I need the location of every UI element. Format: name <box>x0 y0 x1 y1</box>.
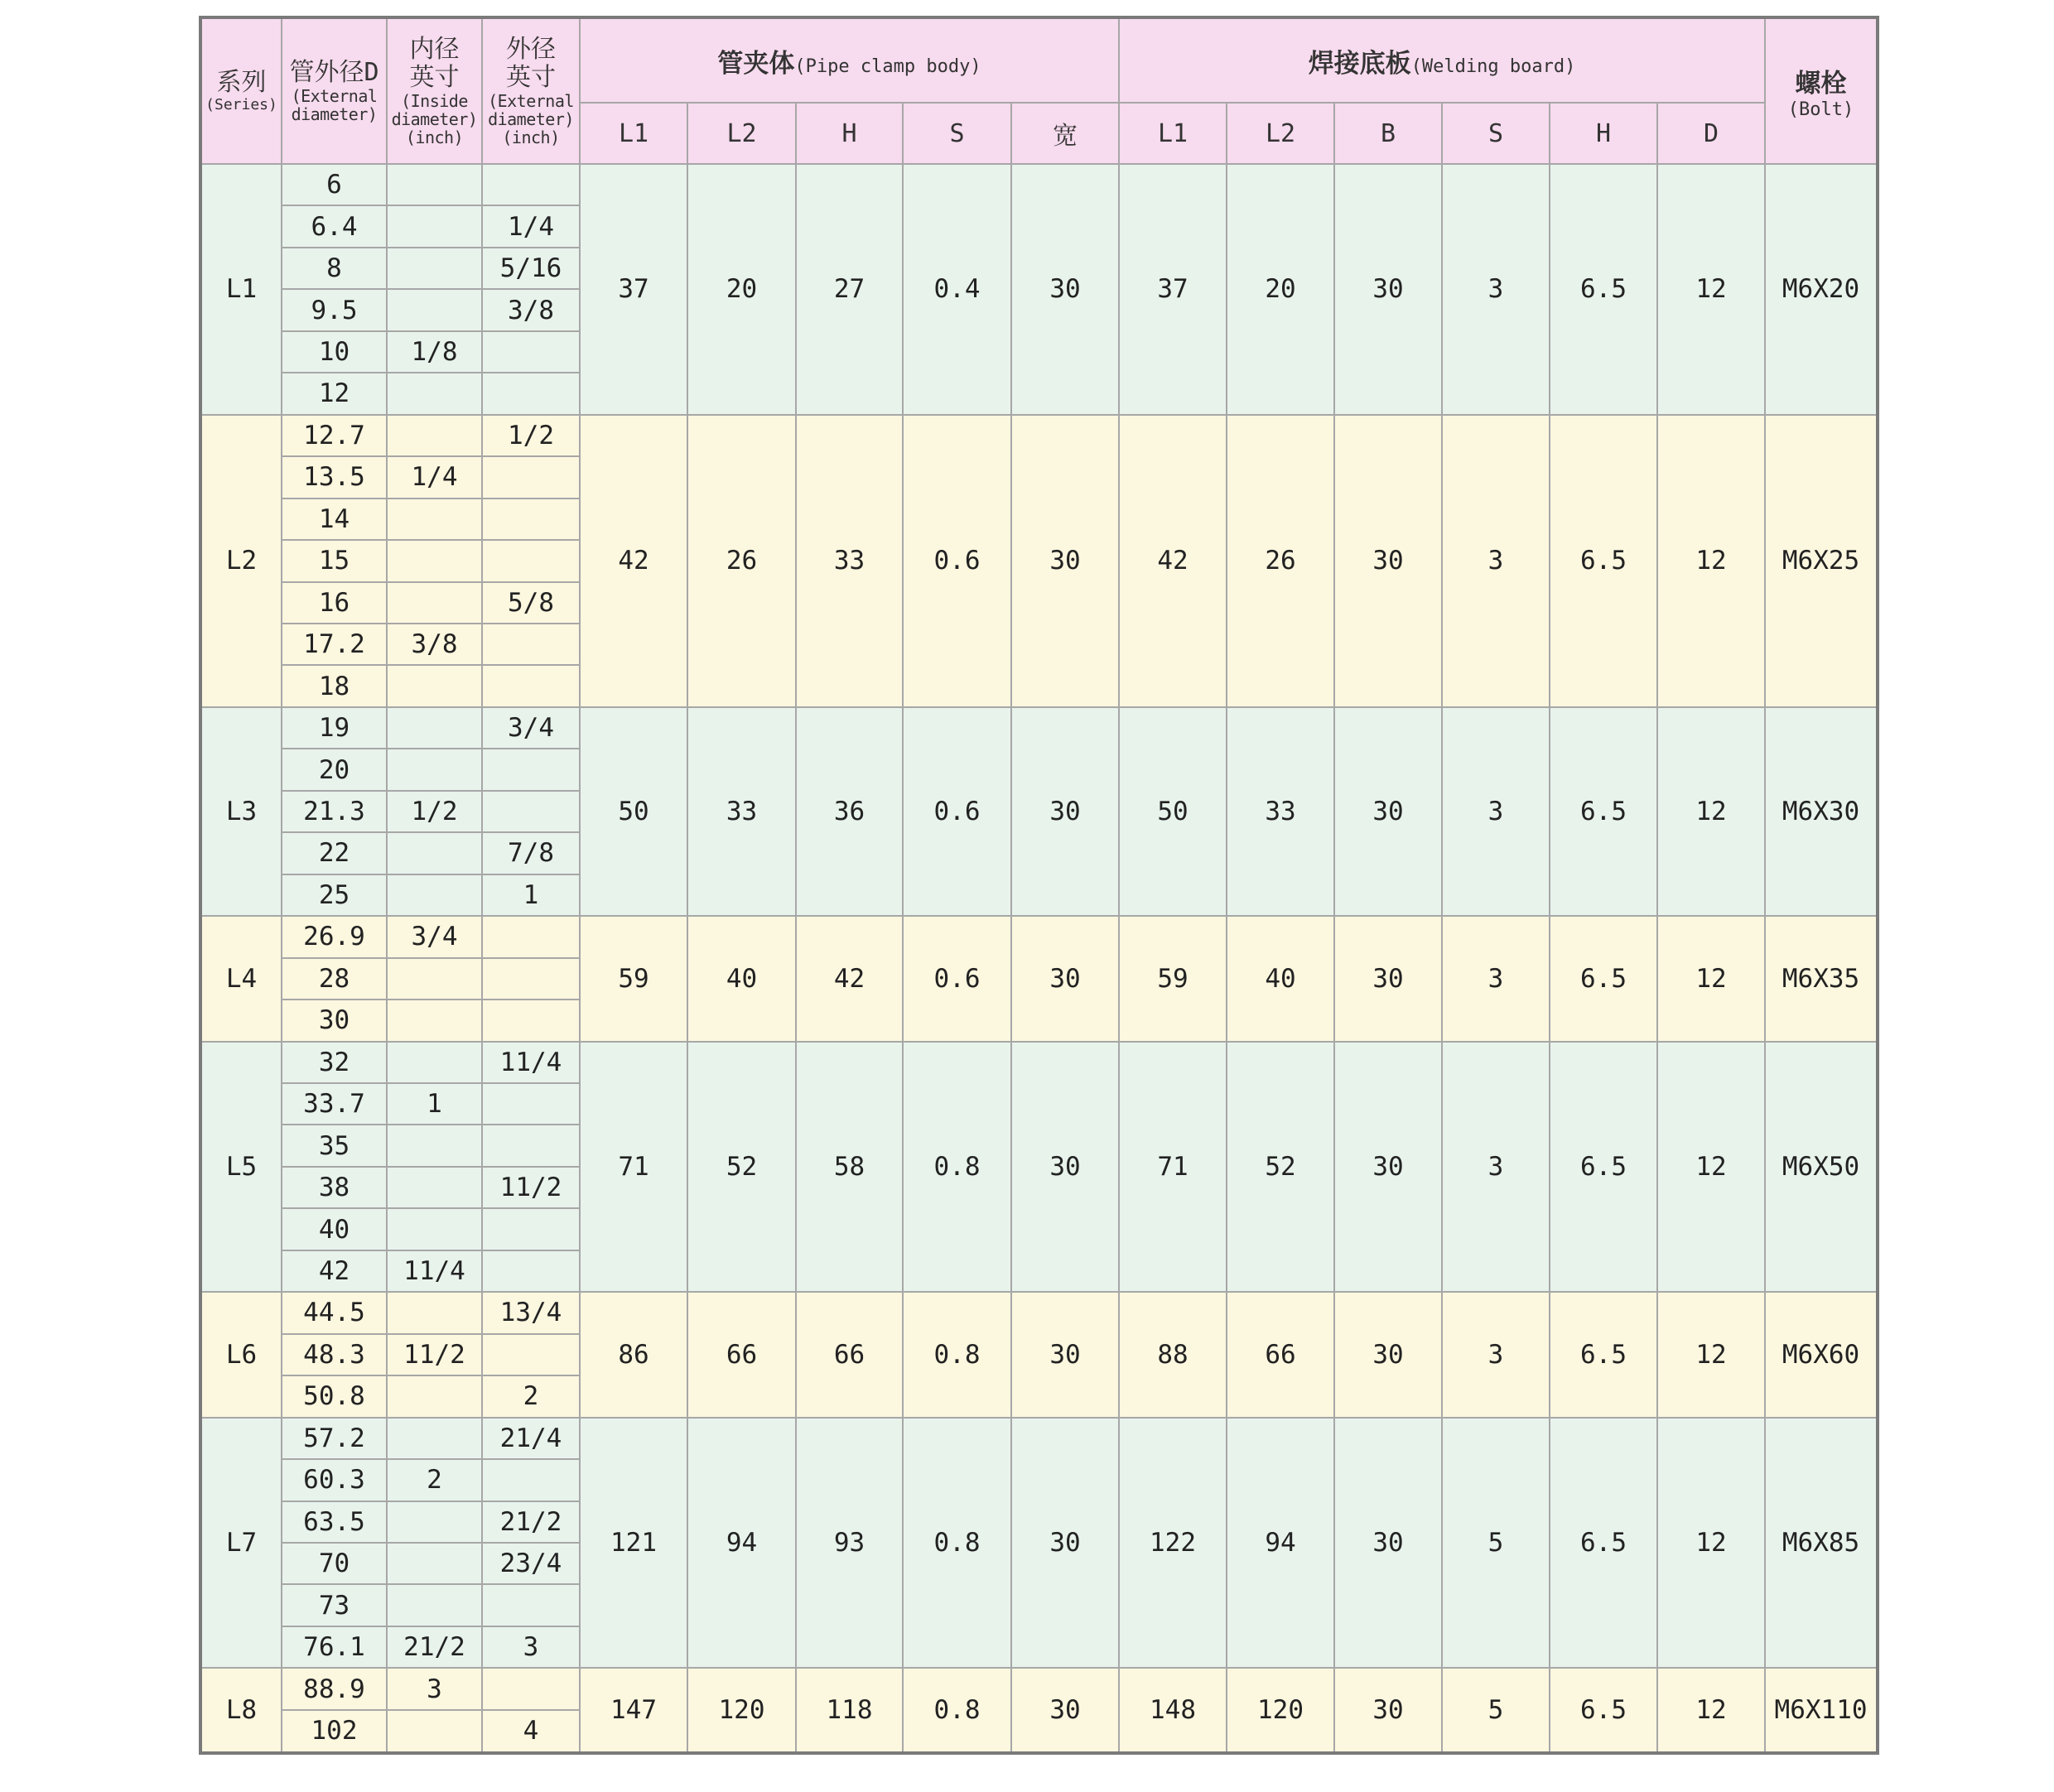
clamp-value-cell: 26 <box>687 415 796 707</box>
weld-value-cell: 12 <box>1657 415 1765 707</box>
clamp-value-cell: 93 <box>796 1418 903 1669</box>
weld-value-cell: 12 <box>1657 1042 1765 1293</box>
weld-value-cell: 6.5 <box>1550 1418 1657 1669</box>
clamp-value-cell: 30 <box>1011 916 1119 1041</box>
clamp-col-l1: L1 <box>580 103 687 164</box>
clamp-col-width: 宽 <box>1011 103 1119 164</box>
weld-value-cell: 30 <box>1334 415 1442 707</box>
ext-inch-cell: 4 <box>482 1710 580 1753</box>
id-inch-cell <box>387 1042 482 1083</box>
weld-value-cell: 40 <box>1227 916 1334 1041</box>
clamp-value-cell: 0.4 <box>903 164 1011 415</box>
clamp-value-cell: 58 <box>796 1042 903 1293</box>
weld-value-cell: 6.5 <box>1550 1042 1657 1293</box>
clamp-value-cell: 42 <box>580 415 687 707</box>
ext-inch-cell: 13/4 <box>482 1292 580 1333</box>
weld-value-cell: 3 <box>1442 1292 1550 1417</box>
weld-value-cell: 6.5 <box>1550 707 1657 916</box>
table-row <box>200 415 1878 456</box>
id-inch-cell: 3/4 <box>387 916 482 957</box>
clamp-value-cell: 30 <box>1011 1668 1119 1753</box>
od-cell: 50.8 <box>282 1375 387 1417</box>
weld-value-cell: 30 <box>1334 1668 1442 1753</box>
ext-inch-cell <box>482 1334 580 1375</box>
ext-inch-cell: 5/8 <box>482 582 580 624</box>
weld-col-l1: L1 <box>1119 103 1227 164</box>
od-cell: 19 <box>282 707 387 749</box>
ext-inch-cell <box>482 1208 580 1250</box>
clamp-value-cell: 36 <box>796 707 903 916</box>
weld-value-cell: 5 <box>1442 1668 1550 1753</box>
od-cell: 8 <box>282 248 387 289</box>
id-inch-cell <box>387 1418 482 1459</box>
bolt-cell: M6X35 <box>1765 916 1878 1041</box>
od-cell: 28 <box>282 958 387 1000</box>
weld-value-cell: 12 <box>1657 164 1765 415</box>
clamp-value-cell: 59 <box>580 916 687 1041</box>
clamp-col-h: H <box>796 103 903 164</box>
weld-col-h: H <box>1550 103 1657 164</box>
od-cell: 42 <box>282 1250 387 1292</box>
weld-value-cell: 122 <box>1119 1418 1227 1669</box>
od-cell: 30 <box>282 1000 387 1041</box>
weld-value-cell: 66 <box>1227 1292 1334 1417</box>
od-cell: 20 <box>282 749 387 790</box>
weld-value-cell: 30 <box>1334 707 1442 916</box>
od-cell: 102 <box>282 1710 387 1753</box>
od-cell: 9.5 <box>282 289 387 330</box>
clamp-value-cell: 42 <box>796 916 903 1041</box>
clamp-col-l2: L2 <box>687 103 796 164</box>
table-row <box>200 916 1878 957</box>
clamp-value-cell: 118 <box>796 1668 903 1753</box>
od-cell: 15 <box>282 540 387 581</box>
ext-inch-cell: 23/4 <box>482 1543 580 1584</box>
od-cell: 63.5 <box>282 1501 387 1543</box>
od-cell: 40 <box>282 1208 387 1250</box>
id-inch-cell <box>387 749 482 790</box>
id-inch-cell <box>387 499 482 540</box>
od-cell: 18 <box>282 665 387 706</box>
weld-value-cell: 3 <box>1442 164 1550 415</box>
od-cell: 22 <box>282 832 387 874</box>
weld-value-cell: 12 <box>1657 1418 1765 1669</box>
od-cell: 26.9 <box>282 916 387 957</box>
weld-value-cell: 52 <box>1227 1042 1334 1293</box>
weld-value-cell: 30 <box>1334 164 1442 415</box>
clamp-value-cell: 0.8 <box>903 1042 1011 1293</box>
weld-value-cell: 20 <box>1227 164 1334 415</box>
ext-inch-cell: 3 <box>482 1626 580 1668</box>
weld-value-cell: 3 <box>1442 1042 1550 1293</box>
header-row-top <box>200 17 1878 103</box>
ext-inch-cell <box>482 331 580 373</box>
weld-value-cell: 12 <box>1657 916 1765 1041</box>
id-inch-cell <box>387 540 482 581</box>
od-cell: 33.7 <box>282 1083 387 1125</box>
od-cell: 57.2 <box>282 1418 387 1459</box>
id-inch-cell <box>387 1125 482 1166</box>
ext-inch-header-label: 外径英寸 <box>506 35 556 92</box>
id-inch-cell <box>387 205 482 247</box>
ext-inch-cell <box>482 1584 580 1626</box>
bolt-cell: M6X110 <box>1765 1668 1878 1753</box>
od-cell: 35 <box>282 1125 387 1166</box>
clamp-value-cell: 30 <box>1011 1292 1119 1417</box>
ext-inch-cell: 11/2 <box>482 1167 580 1208</box>
ext-inch-cell <box>482 1083 580 1125</box>
id-inch-cell: 3/8 <box>387 624 482 665</box>
weld-col-s: S <box>1442 103 1550 164</box>
series-header <box>200 17 282 164</box>
weld-value-cell: 30 <box>1334 1042 1442 1293</box>
weld-value-cell: 12 <box>1657 1292 1765 1417</box>
od-cell: 38 <box>282 1167 387 1208</box>
welding-board-header-en: (Welding board) <box>1410 55 1576 77</box>
id-inch-cell <box>387 373 482 414</box>
ext-inch-cell: 3/4 <box>482 707 580 749</box>
id-inch-cell: 3 <box>387 1668 482 1709</box>
id-inch-cell: 11/2 <box>387 1334 482 1375</box>
id-inch-header-label: 内径英寸 <box>409 35 460 92</box>
clamp-value-cell: 66 <box>687 1292 796 1417</box>
od-cell: 14 <box>282 499 387 540</box>
clamp-value-cell: 30 <box>1011 1042 1119 1293</box>
weld-col-d: D <box>1657 103 1765 164</box>
ext-inch-header-en1: (External <box>488 91 574 111</box>
id-inch-cell <box>387 248 482 289</box>
series-header-label: 系列 <box>216 68 267 97</box>
weld-value-cell: 71 <box>1119 1042 1227 1293</box>
od-cell: 44.5 <box>282 1292 387 1333</box>
od-cell: 76.1 <box>282 1626 387 1668</box>
weld-value-cell: 26 <box>1227 415 1334 707</box>
ext-inch-cell <box>482 1125 580 1166</box>
ext-inch-cell <box>482 456 580 498</box>
ext-inch-cell: 1/2 <box>482 415 580 456</box>
ext-inch-cell <box>482 1000 580 1041</box>
clamp-value-cell: 86 <box>580 1292 687 1417</box>
od-header-en2: diameter) <box>291 104 378 124</box>
id-inch-cell: 1 <box>387 1083 482 1125</box>
clamp-value-cell: 66 <box>796 1292 903 1417</box>
weld-col-b: B <box>1334 103 1442 164</box>
weld-value-cell: 6.5 <box>1550 1292 1657 1417</box>
id-inch-cell <box>387 1501 482 1543</box>
ext-inch-cell: 21/2 <box>482 1501 580 1543</box>
id-inch-header <box>387 17 482 164</box>
od-cell: 25 <box>282 874 387 916</box>
od-header-en1: (External <box>291 86 378 106</box>
clamp-value-cell: 30 <box>1011 164 1119 415</box>
ext-inch-cell: 11/4 <box>482 1042 580 1083</box>
ext-inch-cell <box>482 1459 580 1501</box>
id-inch-cell <box>387 1000 482 1041</box>
clamp-value-cell: 147 <box>580 1668 687 1753</box>
ext-inch-cell <box>482 624 580 665</box>
id-inch-header-en1: (Inside <box>401 91 468 111</box>
table-row <box>200 164 1878 205</box>
od-cell: 12 <box>282 373 387 414</box>
clamp-value-cell: 0.6 <box>903 916 1011 1041</box>
clamp-value-cell: 27 <box>796 164 903 415</box>
ext-inch-cell: 1 <box>482 874 580 916</box>
clamp-value-cell: 120 <box>687 1668 796 1753</box>
od-cell: 70 <box>282 1543 387 1584</box>
clamp-value-cell: 0.8 <box>903 1418 1011 1669</box>
weld-value-cell: 12 <box>1657 707 1765 916</box>
table-row <box>200 1668 1878 1709</box>
bolt-header-label: 螺栓 <box>1795 69 1847 99</box>
weld-value-cell: 3 <box>1442 415 1550 707</box>
weld-value-cell: 30 <box>1334 916 1442 1041</box>
id-inch-cell <box>387 832 482 874</box>
od-cell: 21.3 <box>282 791 387 832</box>
ext-inch-cell <box>482 791 580 832</box>
ext-inch-cell <box>482 540 580 581</box>
weld-value-cell: 120 <box>1227 1668 1334 1753</box>
ext-inch-cell <box>482 958 580 1000</box>
od-header <box>282 17 387 164</box>
id-inch-cell: 1/2 <box>387 791 482 832</box>
od-cell: 88.9 <box>282 1668 387 1709</box>
welding-board-header <box>1119 17 1765 103</box>
clamp-value-cell: 30 <box>1011 707 1119 916</box>
od-header-label: 管外径D <box>289 58 379 87</box>
weld-value-cell: 5 <box>1442 1418 1550 1669</box>
weld-value-cell: 88 <box>1119 1292 1227 1417</box>
id-inch-cell <box>387 958 482 1000</box>
od-cell: 16 <box>282 582 387 624</box>
series-header-en: (Series) <box>205 96 277 113</box>
id-inch-cell <box>387 707 482 749</box>
weld-value-cell: 6.5 <box>1550 916 1657 1041</box>
series-cell: L5 <box>200 1042 282 1293</box>
pipe-clamp-spec-table <box>199 16 1879 1755</box>
weld-value-cell: 12 <box>1657 1668 1765 1753</box>
table-row <box>200 1418 1878 1459</box>
clamp-body-header-en: (Pipe clamp body) <box>794 55 981 77</box>
ext-inch-cell: 3/8 <box>482 289 580 330</box>
od-cell: 13.5 <box>282 456 387 498</box>
ext-inch-cell <box>482 916 580 957</box>
od-cell: 6 <box>282 164 387 205</box>
id-inch-cell <box>387 665 482 706</box>
bolt-cell: M6X60 <box>1765 1292 1878 1417</box>
id-inch-cell <box>387 1208 482 1250</box>
clamp-value-cell: 37 <box>580 164 687 415</box>
clamp-value-cell: 0.6 <box>903 707 1011 916</box>
weld-value-cell: 6.5 <box>1550 1668 1657 1753</box>
series-cell: L8 <box>200 1668 282 1753</box>
ext-inch-cell: 2 <box>482 1375 580 1417</box>
id-inch-cell <box>387 582 482 624</box>
ext-inch-cell <box>482 373 580 414</box>
ext-inch-cell <box>482 1668 580 1709</box>
weld-value-cell: 50 <box>1119 707 1227 916</box>
id-inch-cell <box>387 1584 482 1626</box>
id-inch-cell: 1/4 <box>387 456 482 498</box>
weld-value-cell: 42 <box>1119 415 1227 707</box>
ext-inch-cell: 1/4 <box>482 205 580 247</box>
weld-value-cell: 148 <box>1119 1668 1227 1753</box>
ext-inch-cell <box>482 499 580 540</box>
table-row <box>200 1292 1878 1333</box>
od-cell: 12.7 <box>282 415 387 456</box>
id-inch-cell <box>387 1167 482 1208</box>
id-inch-cell: 21/2 <box>387 1626 482 1668</box>
ext-inch-header-en3: (inch) <box>502 128 560 147</box>
weld-value-cell: 30 <box>1334 1418 1442 1669</box>
od-cell: 32 <box>282 1042 387 1083</box>
od-cell: 10 <box>282 331 387 373</box>
table-row <box>200 707 1878 749</box>
clamp-value-cell: 33 <box>796 415 903 707</box>
bolt-header <box>1765 17 1878 164</box>
ext-inch-header-en2: diameter) <box>488 109 574 129</box>
od-cell: 6.4 <box>282 205 387 247</box>
weld-col-l2: L2 <box>1227 103 1334 164</box>
clamp-value-cell: 33 <box>687 707 796 916</box>
welding-board-header-label: 焊接底板 <box>1308 48 1411 79</box>
clamp-value-cell: 71 <box>580 1042 687 1293</box>
clamp-value-cell: 30 <box>1011 1418 1119 1669</box>
clamp-value-cell: 20 <box>687 164 796 415</box>
ext-inch-cell: 7/8 <box>482 832 580 874</box>
ext-inch-cell <box>482 749 580 790</box>
id-inch-cell: 11/4 <box>387 1250 482 1292</box>
weld-value-cell: 3 <box>1442 707 1550 916</box>
weld-value-cell: 94 <box>1227 1418 1334 1669</box>
id-inch-header-en3: (inch) <box>405 128 464 147</box>
bolt-header-en: (Bolt) <box>1787 99 1854 120</box>
table-row <box>200 1042 1878 1083</box>
bolt-cell: M6X25 <box>1765 415 1878 707</box>
weld-value-cell: 37 <box>1119 164 1227 415</box>
clamp-value-cell: 0.6 <box>903 415 1011 707</box>
weld-value-cell: 6.5 <box>1550 164 1657 415</box>
id-inch-cell <box>387 289 482 330</box>
series-cell: L4 <box>200 916 282 1041</box>
clamp-value-cell: 0.8 <box>903 1668 1011 1753</box>
clamp-col-s: S <box>903 103 1011 164</box>
id-inch-header-en2: diameter) <box>391 109 478 129</box>
series-cell: L1 <box>200 164 282 415</box>
clamp-value-cell: 0.8 <box>903 1292 1011 1417</box>
weld-value-cell: 30 <box>1334 1292 1442 1417</box>
bolt-cell: M6X50 <box>1765 1042 1878 1293</box>
bolt-cell: M6X85 <box>1765 1418 1878 1669</box>
ext-inch-header <box>482 17 580 164</box>
id-inch-cell <box>387 1543 482 1584</box>
series-cell: L2 <box>200 415 282 707</box>
od-cell: 17.2 <box>282 624 387 665</box>
weld-value-cell: 3 <box>1442 916 1550 1041</box>
weld-value-cell: 59 <box>1119 916 1227 1041</box>
table-body <box>200 164 1878 1753</box>
id-inch-cell <box>387 874 482 916</box>
od-cell: 60.3 <box>282 1459 387 1501</box>
clamp-value-cell: 94 <box>687 1418 796 1669</box>
id-inch-cell <box>387 1292 482 1333</box>
series-cell: L7 <box>200 1418 282 1669</box>
bolt-cell: M6X30 <box>1765 707 1878 916</box>
ext-inch-cell: 5/16 <box>482 248 580 289</box>
clamp-value-cell: 52 <box>687 1042 796 1293</box>
clamp-value-cell: 50 <box>580 707 687 916</box>
id-inch-cell <box>387 415 482 456</box>
ext-inch-cell <box>482 1250 580 1292</box>
id-inch-cell <box>387 1710 482 1753</box>
weld-value-cell: 33 <box>1227 707 1334 916</box>
od-cell: 73 <box>282 1584 387 1626</box>
clamp-body-header-label: 管夹体 <box>717 48 795 79</box>
ext-inch-cell <box>482 665 580 706</box>
id-inch-cell <box>387 1375 482 1417</box>
id-inch-cell: 1/8 <box>387 331 482 373</box>
series-cell: L6 <box>200 1292 282 1417</box>
ext-inch-cell <box>482 164 580 205</box>
id-inch-cell <box>387 164 482 205</box>
clamp-body-header <box>580 17 1119 103</box>
id-inch-cell: 2 <box>387 1459 482 1501</box>
od-cell: 48.3 <box>282 1334 387 1375</box>
ext-inch-cell: 21/4 <box>482 1418 580 1459</box>
clamp-value-cell: 121 <box>580 1418 687 1669</box>
bolt-cell: M6X20 <box>1765 164 1878 415</box>
clamp-value-cell: 30 <box>1011 415 1119 707</box>
weld-value-cell: 6.5 <box>1550 415 1657 707</box>
series-cell: L3 <box>200 707 282 916</box>
clamp-value-cell: 40 <box>687 916 796 1041</box>
